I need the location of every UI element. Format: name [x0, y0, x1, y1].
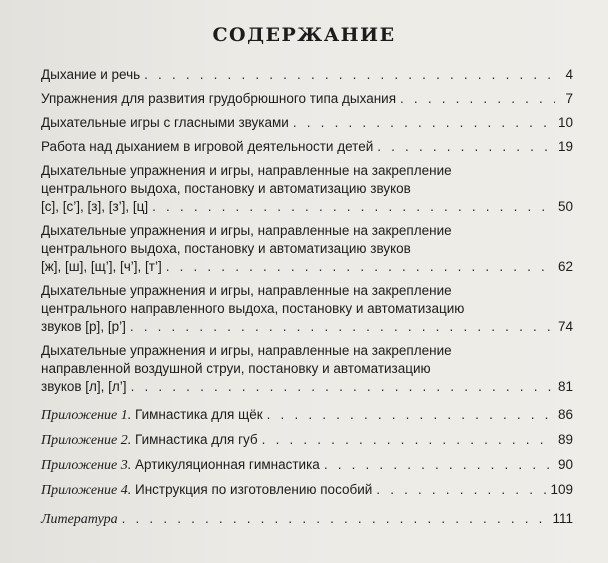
appendix-label: Литература — [41, 512, 118, 527]
toc-entry-title: направленной воздушной струи, постановку и автоматизацию — [41, 361, 431, 376]
toc-entry — [41, 510, 573, 529]
dot-leader — [324, 456, 554, 474]
dot-leader — [166, 258, 554, 276]
toc-entry-line — [41, 114, 573, 132]
toc-entry-title: Дыхательные упражнения и игры, направленные на закрепление — [41, 283, 452, 298]
toc-entry-text — [41, 241, 411, 256]
toc-entry-title: Упражнения для развития грудобрюшного типа дыхания — [41, 91, 397, 106]
toc-entry-title: центрального выдоха, постановку и автоматизацию звуков — [41, 181, 411, 196]
page-number: 4 — [565, 67, 573, 82]
toc-entry-text — [41, 431, 258, 450]
toc-entry-title: Инструкция по изготовлению пособий — [135, 482, 373, 497]
toc-entry-title: Дыхательные упражнения и игры, направленные на закрепление — [41, 343, 452, 358]
toc-entry-line — [41, 180, 573, 198]
toc-entry — [41, 282, 573, 336]
toc-entry-text — [41, 343, 452, 358]
toc-entry-line — [41, 481, 573, 500]
page-number: 50 — [557, 199, 573, 214]
toc-entry-text — [41, 163, 452, 178]
page-number: 109 — [550, 482, 573, 497]
appendix-label: Приложение 4. — [41, 483, 132, 498]
dot-leader — [130, 318, 554, 336]
toc-entry-title: Артикуляционная гимнастика — [135, 457, 320, 472]
dot-leader — [377, 138, 554, 156]
page-number: 62 — [557, 259, 573, 274]
dot-leader — [376, 481, 546, 499]
toc-entry — [41, 114, 573, 132]
toc-entry — [41, 406, 573, 425]
toc-entry-line — [41, 198, 573, 216]
table-of-contents — [41, 66, 573, 535]
dot-leader — [400, 90, 555, 108]
toc-entry-line — [41, 342, 573, 360]
toc-entry-line — [41, 138, 573, 156]
toc-entry-text — [41, 66, 140, 84]
dot-leader — [144, 66, 555, 84]
toc-entry-line — [41, 282, 573, 300]
toc-entry — [41, 431, 573, 450]
toc-entry-text — [41, 283, 452, 298]
toc-entry-text — [41, 361, 431, 376]
toc-entry-line — [41, 258, 573, 276]
toc-entry — [41, 222, 573, 276]
toc-entry-line — [41, 66, 573, 84]
toc-entry-title: центрального выдоха, постановку и автоматизацию звуков — [41, 241, 411, 256]
toc-entry-line — [41, 300, 573, 318]
toc-entry-line — [41, 318, 573, 336]
page-number: 81 — [557, 379, 573, 394]
appendix-label: Приложение 3. — [41, 458, 132, 473]
toc-entry-text — [41, 138, 373, 156]
toc-entry-text — [41, 456, 320, 475]
toc-entry-text — [41, 301, 464, 316]
toc-entry-text — [41, 378, 127, 396]
toc-entry — [41, 481, 573, 500]
dot-leader — [122, 510, 549, 528]
dot-leader — [293, 114, 554, 132]
toc-entry-title: Дыхательные игры с гласными звуками — [41, 115, 289, 130]
toc-entry-text — [41, 198, 148, 216]
toc-entry-title: Гимнастика для губ — [135, 432, 258, 447]
toc-entry-line — [41, 510, 573, 529]
dot-leader — [267, 406, 554, 424]
toc-entry-text — [41, 181, 411, 196]
toc-entry-line — [41, 162, 573, 180]
toc-entry-title: звуков [л], [л’] — [41, 379, 127, 394]
page-number: 74 — [557, 319, 573, 334]
toc-entry-title: звуков [р], [р’] — [41, 319, 126, 334]
page-number: 19 — [557, 139, 573, 154]
toc-entry-line — [41, 360, 573, 378]
toc-entry-title: [с], [с’], [з], [з’], [ц] — [41, 199, 149, 214]
toc-entry-text — [41, 481, 372, 500]
toc-entry — [41, 342, 573, 396]
toc-entry-title: центрального направленного выдоха, постановку и автоматизацию — [41, 301, 465, 316]
toc-entry-line — [41, 406, 573, 425]
toc-entry — [41, 66, 573, 84]
toc-entry-text — [41, 510, 118, 529]
toc-entry — [41, 162, 573, 216]
toc-entry-text — [41, 114, 289, 132]
toc-entry-text — [41, 90, 396, 108]
page-title: СОДЕРЖАНИЕ — [212, 24, 396, 46]
toc-entry-line — [41, 431, 573, 450]
toc-entry — [41, 90, 573, 108]
page-number: 90 — [557, 457, 573, 472]
toc-entry-title: Работа над дыханием в игровой деятельности детей — [41, 139, 374, 154]
toc-entry-text — [41, 223, 452, 238]
toc-entry-line — [41, 378, 573, 396]
page-number: 89 — [557, 432, 573, 447]
toc-entry-text — [41, 318, 126, 336]
toc-entry-line — [41, 90, 573, 108]
dot-leader — [262, 431, 554, 449]
toc-entry-line — [41, 240, 573, 258]
toc-entry-text — [41, 258, 162, 276]
appendix-label: Приложение 2. — [41, 433, 132, 448]
toc-entry — [41, 456, 573, 475]
appendix-label: Приложение 1. — [41, 408, 132, 423]
toc-entry-line — [41, 456, 573, 475]
page-number: 7 — [565, 91, 573, 106]
dot-leader — [131, 378, 554, 396]
page-number: 111 — [552, 511, 573, 526]
toc-entry-title: [ж], [ш], [щ’], [ч’], [т’] — [41, 259, 162, 274]
page-number: 86 — [557, 407, 573, 422]
toc-entry-title: Дыхание и речь — [41, 67, 141, 82]
toc-entry — [41, 138, 573, 156]
toc-entry-line — [41, 222, 573, 240]
page-number: 10 — [557, 115, 573, 130]
toc-entry-text — [41, 406, 263, 425]
toc-entry-title: Дыхательные упражнения и игры, направленные на закрепление — [41, 223, 452, 238]
dot-leader — [152, 198, 554, 216]
toc-entry-title: Гимнастика для щёк — [135, 407, 263, 422]
toc-entry-title: Дыхательные упражнения и игры, направленные на закрепление — [41, 163, 452, 178]
